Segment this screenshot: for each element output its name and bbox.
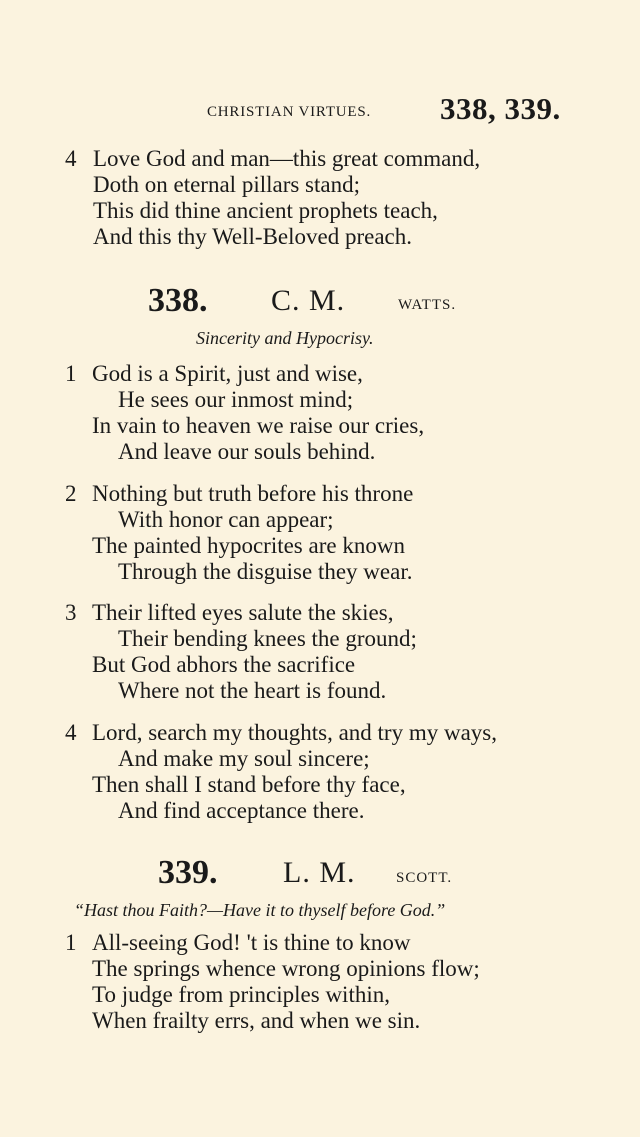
stanza-line: All-seeing God! 't is thine to know: [92, 930, 411, 955]
hymn-338-subtitle: Sincerity and Hypocrisy.: [196, 328, 374, 348]
hymn-meter: C. M.: [271, 284, 346, 317]
stanza-number: 3: [65, 600, 77, 625]
stanza-number: 1: [65, 930, 77, 955]
stanza-line: Their bending knees the ground;: [118, 626, 417, 651]
stanza-line: When frailty errs, and when we sin.: [92, 1008, 421, 1033]
stanza-number: 1: [65, 361, 77, 386]
stanza-line: Love God and man—this great command,: [93, 146, 481, 171]
stanza-line: To judge from principles within,: [92, 982, 390, 1007]
running-head: [0, 93, 640, 127]
stanza-line: He sees our inmost mind;: [118, 387, 354, 412]
stanza-number: 2: [65, 481, 77, 506]
hymn-338-heading: [0, 280, 640, 320]
stanza-line: The springs whence wrong opinions flow;: [92, 956, 480, 981]
stanza-number: 4: [65, 146, 77, 171]
stanza-line: Then shall I stand before thy face,: [92, 772, 406, 797]
stanza-line: Through the disguise they wear.: [118, 559, 413, 584]
stanza-line: The painted hypocrites are known: [92, 533, 405, 558]
stanza-line: In vain to heaven we raise our cries,: [92, 413, 425, 438]
stanza-line: And this thy Well-Beloved preach.: [93, 224, 413, 249]
running-head-hymn-numbers: 338, 339.: [440, 91, 561, 126]
stanza-line: Where not the heart is found.: [118, 678, 387, 703]
hymn-number: 339.: [158, 854, 218, 891]
hymn-339-heading: [0, 854, 640, 894]
stanza-line: This did thine ancient prophets teach,: [93, 198, 438, 223]
stanza-line: Doth on eternal pillars stand;: [93, 172, 360, 197]
stanza-line: But God abhors the sacrifice: [92, 652, 356, 677]
stanza-line: And make my soul sincere;: [118, 746, 370, 771]
stanza-line: Their lifted eyes salute the skies,: [92, 600, 394, 625]
hymn-339-subtitle: “Hast thou Faith?—Have it to thyself before God.”: [74, 900, 446, 920]
hymn-author: WATTS.: [398, 297, 457, 313]
stanza-line: Lord, search my thoughts, and try my ways,: [92, 720, 497, 745]
hymn-number: 338.: [148, 282, 208, 319]
running-head-title: CHRISTIAN VIRTUES.: [207, 104, 372, 120]
stanza-number: 4: [65, 720, 77, 745]
stanza-line: And find acceptance there.: [118, 798, 365, 823]
hymn-author: SCOTT.: [396, 870, 453, 886]
stanza-line: Nothing but truth before his throne: [92, 481, 414, 506]
stanza-line: And leave our souls behind.: [118, 439, 376, 464]
hymn-meter: L. M.: [283, 856, 356, 889]
stanza-line: God is a Spirit, just and wise,: [92, 361, 363, 386]
stanza-line: With honor can appear;: [118, 507, 334, 532]
